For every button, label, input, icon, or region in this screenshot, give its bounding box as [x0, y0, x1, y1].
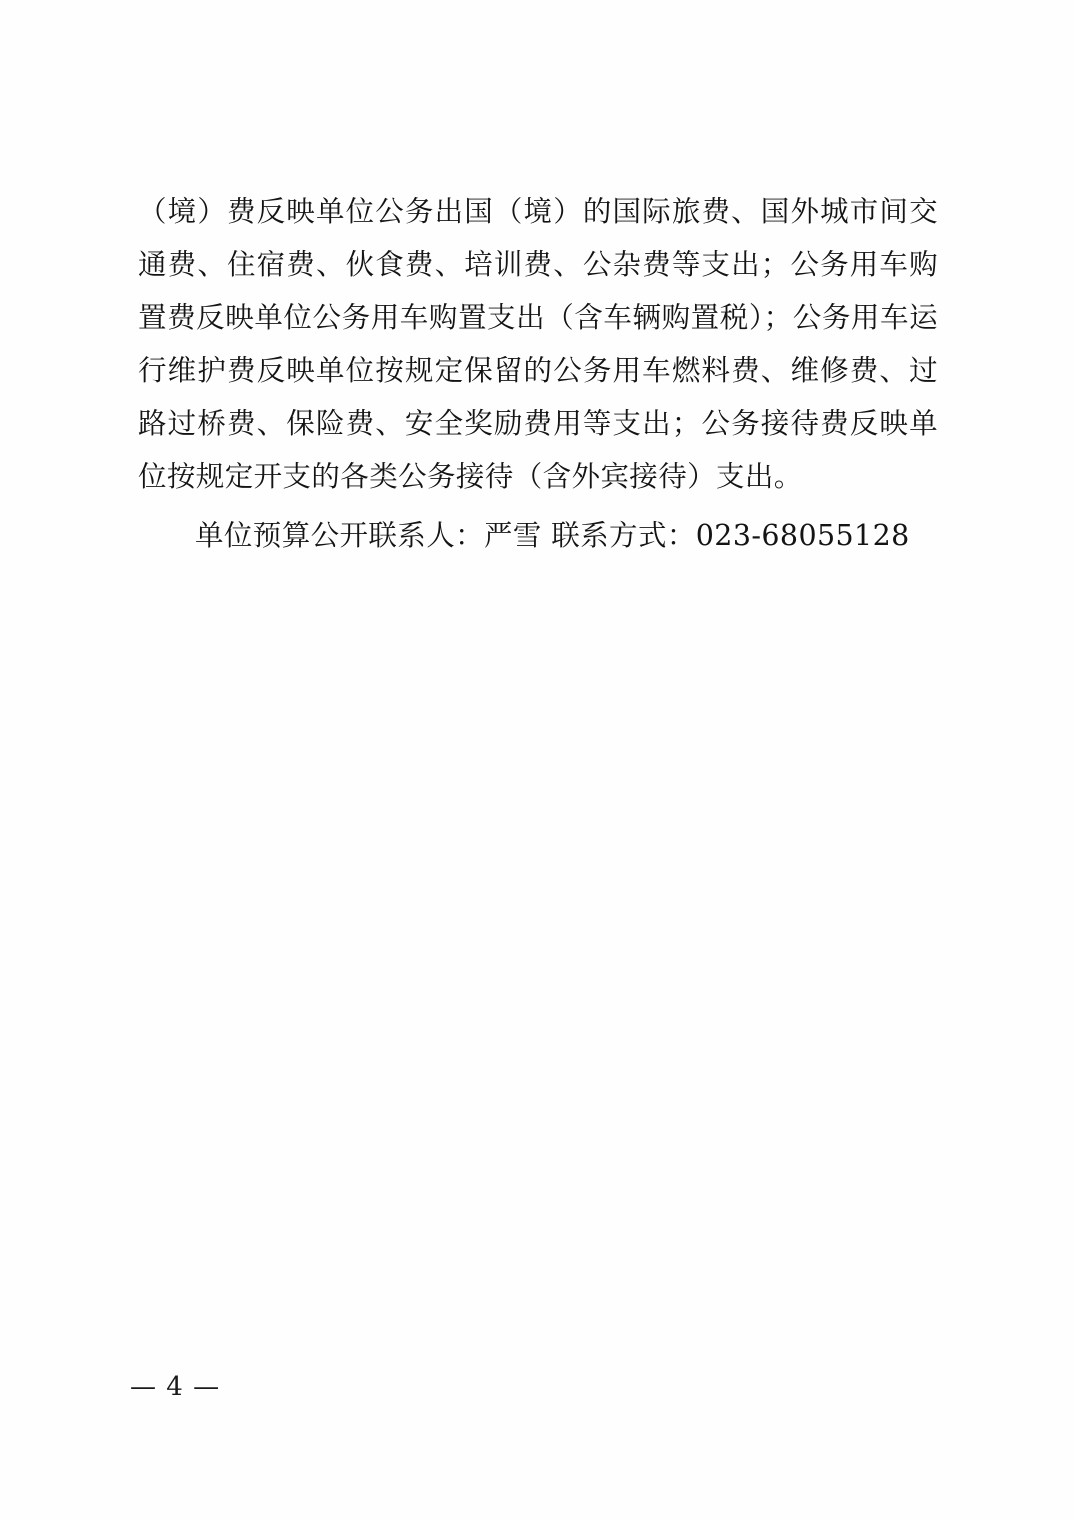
body-paragraph: （境）费反映单位公务出国（境）的国际旅费、国外城市间交通费、住宿费、伙食费、培训费、公杂费等支出；公务用车购置费反映单位公务用车购置支出（含车辆购置税）；公务用车运行维护费反映单位按规定保留的公务用车燃料费、维修费、过路过桥费、保险费、安全奖励费用等支出；公务接待费反映单位按规定开支的各类公务接待（含外宾接待）支出。: [138, 195, 938, 493]
page-number: — 4 —: [130, 1372, 221, 1402]
budget-contact-line: 单位预算公开联系人：严雪 联系方式：023-68055128: [195, 519, 910, 552]
page-content: [138, 185, 938, 562]
